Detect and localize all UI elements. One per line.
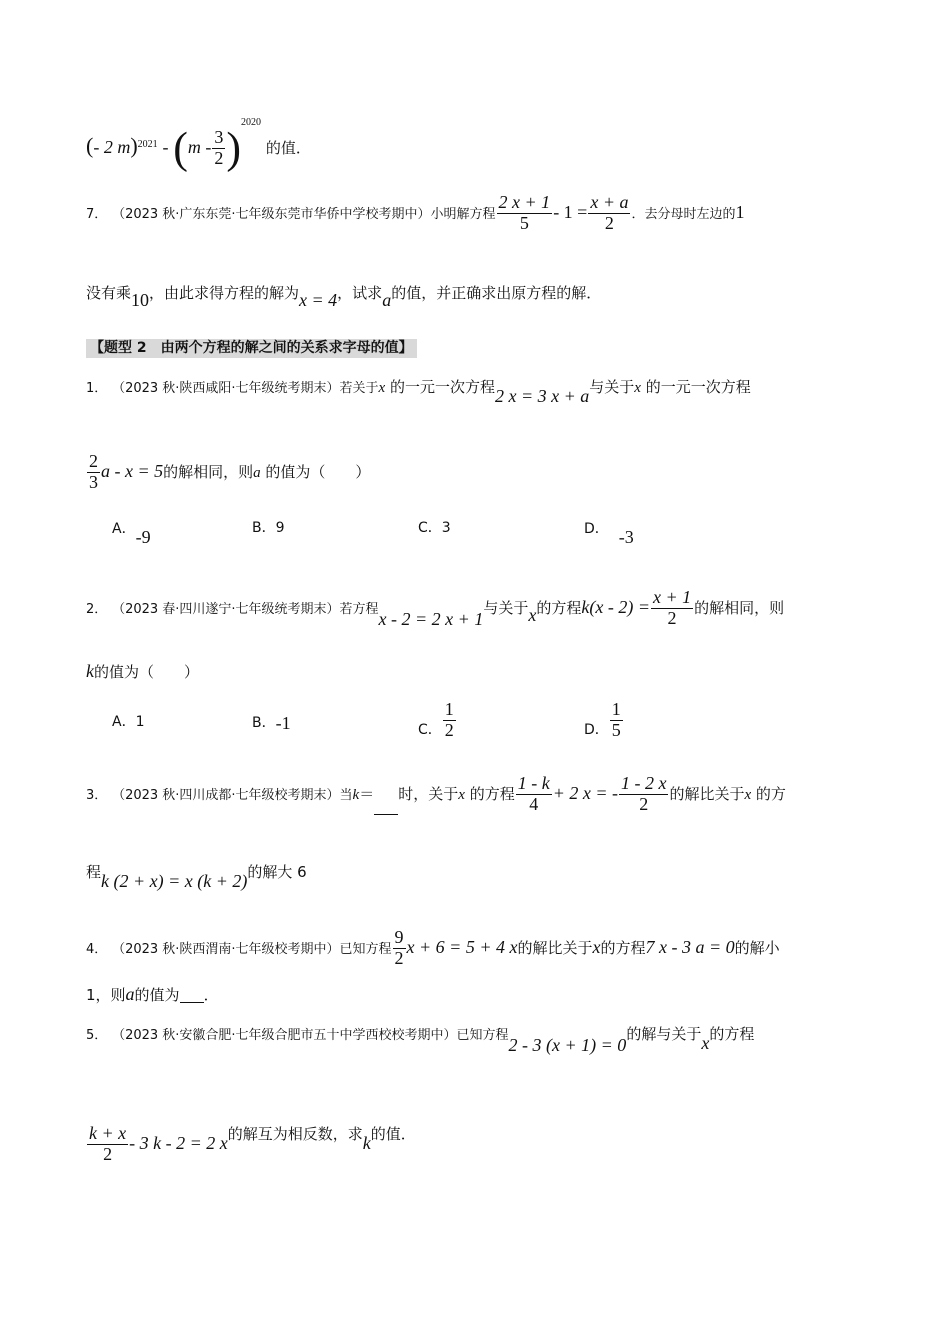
- p2-rhs-fraction: $\frac{x + 1}{2}$: [652, 587, 692, 628]
- p3-source: （2023 秋·四川成都·七年级校考期末）当: [112, 787, 353, 803]
- p2-eq1: x - 2 = 2 x + 1: [378, 608, 484, 629]
- p3-x1: x: [458, 786, 465, 803]
- p3-x2: x: [744, 786, 752, 803]
- p1-a: a: [253, 464, 261, 481]
- p4-eq2: 7 x - 3 a = 0: [645, 936, 735, 957]
- p2-t2: 的方程: [536, 598, 582, 617]
- p1-eq2: a - x = 5: [101, 460, 164, 481]
- p4-line2-b: 的值为: [134, 986, 180, 1004]
- expr-b-var: m -: [187, 137, 212, 157]
- p2-eq2: (x - 2) =: [589, 596, 650, 617]
- p3-t2: 时，关于: [398, 784, 459, 803]
- p2-option-d[interactable]: D． $\frac{1}{5}$: [584, 699, 621, 740]
- p3-line2-a: 程: [86, 863, 102, 881]
- p1-t1: 的一元一次方程: [385, 378, 495, 396]
- open-paren: (: [86, 133, 94, 158]
- q7-solution: x = 4: [299, 290, 338, 310]
- p2-line2: [86, 662, 199, 680]
- p2-c-fraction: $\frac{1}{2}$: [444, 699, 454, 740]
- p4-line2-a: 1，则: [86, 986, 126, 1004]
- p3-t3: 的方程: [464, 784, 515, 803]
- p1-l2t: 的解相同，则: [163, 462, 254, 481]
- p4-t3: 的解小: [734, 938, 780, 957]
- open-big-paren: (: [173, 123, 188, 173]
- q7-mid: ．去分母时左边的: [631, 206, 736, 222]
- close-big-paren: ): [226, 123, 242, 173]
- p4-t1: 的解比关于: [517, 938, 593, 957]
- q7-right-fraction: $\frac{x + a}{2}$: [590, 192, 629, 233]
- p3-left-fraction: $\frac{1 - k}{4}$: [517, 773, 550, 814]
- p5-t1: 的解与关于: [626, 1025, 702, 1043]
- p4-t2: 的方程: [600, 938, 646, 957]
- minus-sign: -: [162, 137, 169, 157]
- p2-line2-t: 的值为（ ）: [94, 663, 200, 681]
- p5-eq1: 2 - 3 (x + 1) = 0: [508, 1035, 627, 1055]
- q7-number: 7．: [86, 206, 108, 222]
- p2-option-a[interactable]: A．1: [112, 714, 145, 730]
- p2-t3: 的解相同，则: [694, 598, 785, 617]
- p2-line2-k: k: [86, 661, 94, 681]
- p5-line2-end: 的值．: [370, 1124, 416, 1143]
- p2-option-b[interactable]: B．-1: [252, 713, 291, 733]
- p5-line2-t: 的解互为相反数，求: [227, 1124, 363, 1143]
- p5-line2: [86, 1124, 416, 1165]
- p4-eq1: x + 6 = 5 + 4 x: [406, 936, 518, 957]
- p1-t3: 的一元一次方程: [640, 378, 751, 396]
- fraction-3-2: $\frac{3}{2}$: [214, 127, 224, 168]
- p3-t5: 的方: [751, 784, 786, 803]
- p1-option-d[interactable]: D． -3: [584, 521, 634, 547]
- p4-line1: [86, 928, 780, 969]
- p3-line2: [86, 862, 307, 891]
- p5-source: （2023 秋·安徽合肥·七年级合肥市五十中学西校校考期中）已知方程: [112, 1028, 509, 1043]
- p4-number: 4．: [86, 941, 108, 957]
- p1-number: 1．: [86, 381, 108, 396]
- p3-mid: + 2 x = -: [552, 782, 618, 803]
- close-paren: ): [130, 133, 138, 158]
- p1-option-c[interactable]: C．3: [418, 520, 451, 536]
- p4-a: a: [125, 984, 135, 1004]
- p1-option-a[interactable]: A．-9: [112, 521, 151, 547]
- p4-x: x: [592, 936, 601, 957]
- q7-one: 1: [735, 201, 745, 222]
- p3-t1: ＝: [359, 784, 375, 803]
- p5-x: x: [701, 1033, 710, 1053]
- p3-line1: [86, 774, 786, 815]
- p5-line1: [86, 1024, 755, 1055]
- top-tail: 的值．: [265, 139, 311, 157]
- q7-line2: [86, 283, 602, 310]
- exp-2020: 2020: [241, 117, 262, 128]
- q7-l2c: ，试求: [337, 284, 383, 302]
- p3-right-fraction: $\frac{1 - 2 x}{2}$: [620, 773, 667, 814]
- p1-x1: x: [378, 380, 386, 396]
- expr-a: - 2 m: [93, 137, 131, 157]
- p3-line2-eq: k (2 + x) = x (k + 2): [101, 871, 248, 891]
- p3-k: k: [352, 786, 360, 803]
- p1-l2end: 的值为（ ）: [260, 462, 371, 481]
- q7-line1: [86, 193, 745, 234]
- section-title: 【题型 2 由两个方程的解之间的关系求字母的值】: [86, 339, 417, 358]
- q7-l2a: 没有乘: [86, 284, 132, 302]
- p4-fraction: $\frac{9}{2}$: [394, 927, 404, 968]
- p2-line1: [86, 588, 784, 629]
- p5-k: k: [362, 1132, 371, 1153]
- p3-blank[interactable]: [374, 800, 398, 815]
- q7-minus-one: - 1 =: [553, 201, 588, 222]
- q7-ten: 10: [131, 290, 150, 310]
- p5-eq2: - 3 k - 2 = 2 x: [129, 1132, 228, 1153]
- p1-fraction: $\frac{2}{3}$: [89, 451, 98, 492]
- p1-option-b[interactable]: B．9: [252, 520, 285, 536]
- p4-line2: [86, 985, 219, 1003]
- p2-k: k: [581, 596, 590, 617]
- q7-left-fraction: $\frac{2 x + 1}{5}$: [498, 192, 551, 233]
- q7-l2b: ，由此求得方程的解为: [149, 284, 300, 302]
- p4-source: （2023 秋·陕西渭南·七年级校考期中）已知方程: [112, 941, 392, 957]
- top-expression: [86, 118, 311, 171]
- p1-line1: [86, 377, 751, 406]
- p2-t1: 与关于: [483, 598, 529, 617]
- p5-t2: 的方程: [709, 1025, 755, 1043]
- p3-t4: 的解比关于: [669, 784, 745, 803]
- p2-option-c[interactable]: C． $\frac{1}{2}$: [418, 699, 454, 740]
- p3-line2-b: 的解大 6: [247, 863, 307, 881]
- p4-line2-end: ．: [203, 986, 219, 1004]
- p5-number: 5．: [86, 1028, 108, 1043]
- p1-eq1: 2 x = 3 x + a: [495, 386, 590, 406]
- p1-line2: [86, 452, 370, 493]
- p5-fraction: $\frac{k + x}{2}$: [89, 1123, 127, 1164]
- p3-number: 3．: [86, 787, 108, 803]
- p2-number: 2．: [86, 601, 108, 617]
- p1-t2: 与关于: [589, 378, 635, 396]
- p1-source: （2023 秋·陕西咸阳·七年级统考期末）若关于: [112, 381, 379, 396]
- p2-x: x: [528, 604, 537, 625]
- exp-2021: 2021: [137, 139, 158, 150]
- p2-d-fraction: $\frac{1}{5}$: [611, 699, 621, 740]
- q7-a: a: [382, 290, 392, 310]
- p2-source: （2023 春·四川遂宁·七年级统考期末）若方程: [112, 601, 379, 617]
- q7-source: （2023 秋·广东东莞·七年级东莞市华侨中学校考期中）小明解方程: [112, 206, 496, 222]
- p1-x2: x: [634, 380, 641, 396]
- p4-blank[interactable]: [180, 988, 204, 1003]
- q7-l2d: 的值，并正确求出原方程的解．: [391, 284, 602, 302]
